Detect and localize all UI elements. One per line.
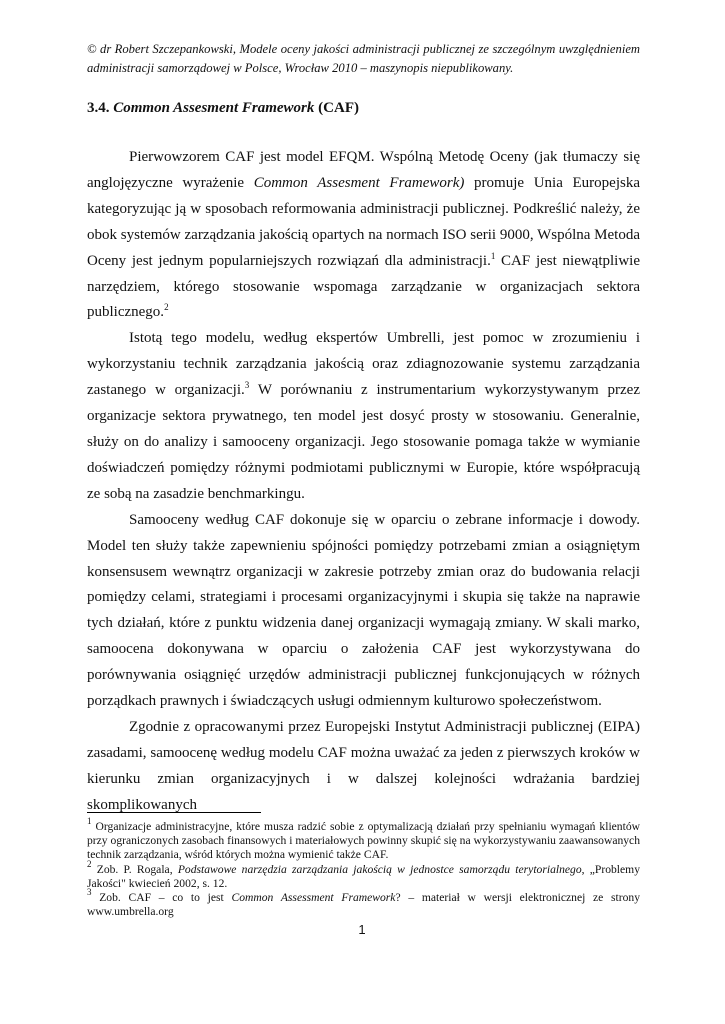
text-run: Pierwowzorem CAF jest model EFQM. Wspólną Metodę Oceny (jak tłumaczy się anglojęzyczne wyrażenie <box>87 149 640 191</box>
footnote-text: Zob. P. Rogala, <box>91 862 178 876</box>
footnote-ref-2[interactable]: 2 <box>164 302 169 313</box>
footnote-text: Organizacje administracyjne, które musza radzić sobie z optymalizacją działań przy spełnianiu wymagań klientów przy ograniczonych zasobach finansowych i materiałowych powinny skupić się na wykorzystywaniu zaawansowanych technik zarządzania, wśród których można wymienić także CAF. <box>87 820 640 862</box>
footnote-ref-1[interactable]: 1 <box>490 250 496 261</box>
paragraph-2 <box>87 326 640 507</box>
footnote-title: Podstawowe narzędzia zarządzania jakością w jednostce samorządu terytorialnego <box>177 862 582 876</box>
text-run: Istotą tego modelu, według ekspertów Umbrelli, jest pomoc w zrozumieniu i wykorzystaniu technik zarządzania jakością oraz zdiagnozowanie systemu zarządzania zastanego w organizacji. <box>87 330 640 399</box>
footnote-text: ? – materiał w wersji elektronicznej ze strony www.umbrella.org <box>87 891 641 919</box>
footnote-number: 3 <box>87 887 92 898</box>
footnote-number: 1 <box>87 816 92 826</box>
footnote-3 <box>87 887 641 919</box>
text-run: W porównaniu z instrumentarium wykorzystywanym przez organizacje sektora prywatnego, ten model jest dosyć prosty w stosowaniu. Generalnie, służy on do analizy i samooceny organizacji. Jego stosowanie pomaga także w wymianie doświadczeń pomiędzy różnymi podmiotami publicznymi w Europie, które współpracują ze sobą na zasadzie benchmarkingu. <box>87 382 640 502</box>
body-text <box>87 145 640 819</box>
footnote-2 <box>87 858 640 891</box>
paragraph-1 <box>87 145 640 326</box>
footnote-text: Zob. CAF – co to jest <box>91 891 232 905</box>
section-abbr: (CAF) <box>318 100 359 116</box>
footnote-text: , „Problemy Jakości" kwiecień 2002, s. 12. <box>87 862 640 890</box>
footnote-title: Common Assessment Framework <box>231 891 396 905</box>
italic-term: Common Assesment Framework) <box>253 174 465 191</box>
text-run: CAF jest niewątpliwie narzędziem, którego stosowanie wspomaga zarządzanie w organizacjach sektora publicznego. <box>87 252 640 321</box>
running-header: © dr Robert Szczepankowski, Modele oceny jakości administracji publicznej ze szczególnym uwzględnieniem administracji samorządowej w Polsce, Wrocław 2010 – maszynopis niepublikowany. <box>87 42 640 75</box>
paragraph-4: Zgodnie z opracowanymi przez Europejski Instytut Administracji publicznej (EIPA) zasadami, samoocenę według modelu CAF można uważać za jeden z pierwszych kroków w kierunku zmian organizacyjnych i w dalszej kolejności wdrażania bardziej skomplikowanych <box>87 718 640 813</box>
section-title-text: Common Assesment Framework <box>113 100 315 116</box>
footnotes <box>87 816 641 919</box>
footnote-ref-3[interactable]: 3 <box>244 380 250 391</box>
section-number: 3.4. <box>87 100 110 116</box>
text-run: promuje Unia Europejska kategoryzując ją w sposobach reformowania administracji publicznej. Podkreślić należy, że obok systemów zarządzania jakością opartych na normach ISO serii 9000, Wspólna Metoda Oceny jest jednym popularniejszych rozwiązań dla administracji. <box>87 174 640 269</box>
page-number: 1 <box>358 922 366 937</box>
paragraph-3: Samooceny według CAF dokonuje się w oparciu o zebrane informacje i dowody. Model ten służy także zapewnieniu spójności pomiędzy potrzebami zmian a osiągniętym konsensusem wewnątrz organizacji w zakresie potrzeby zmian oraz do budowania relacji pomiędzy celami, strategiami i procesami organizacyjnymi i skupia się także na naprawie tych działań, które z punktu widzenia danej organizacji wymagają zmiany. W skali marko, samoocena dokonywana w oparciu o założenia CAF jest wykorzystywana do porównywania osiągnięć urzędów administracji publicznej funkcjonujących w różnych porządkach prawnych i świadczących usługi odmiennym kulturowo społeczeństwom. <box>87 511 640 710</box>
section-heading <box>87 98 640 118</box>
footnote-separator <box>87 812 261 813</box>
footnote-1 <box>87 816 640 863</box>
footnote-number: 2 <box>87 858 92 869</box>
